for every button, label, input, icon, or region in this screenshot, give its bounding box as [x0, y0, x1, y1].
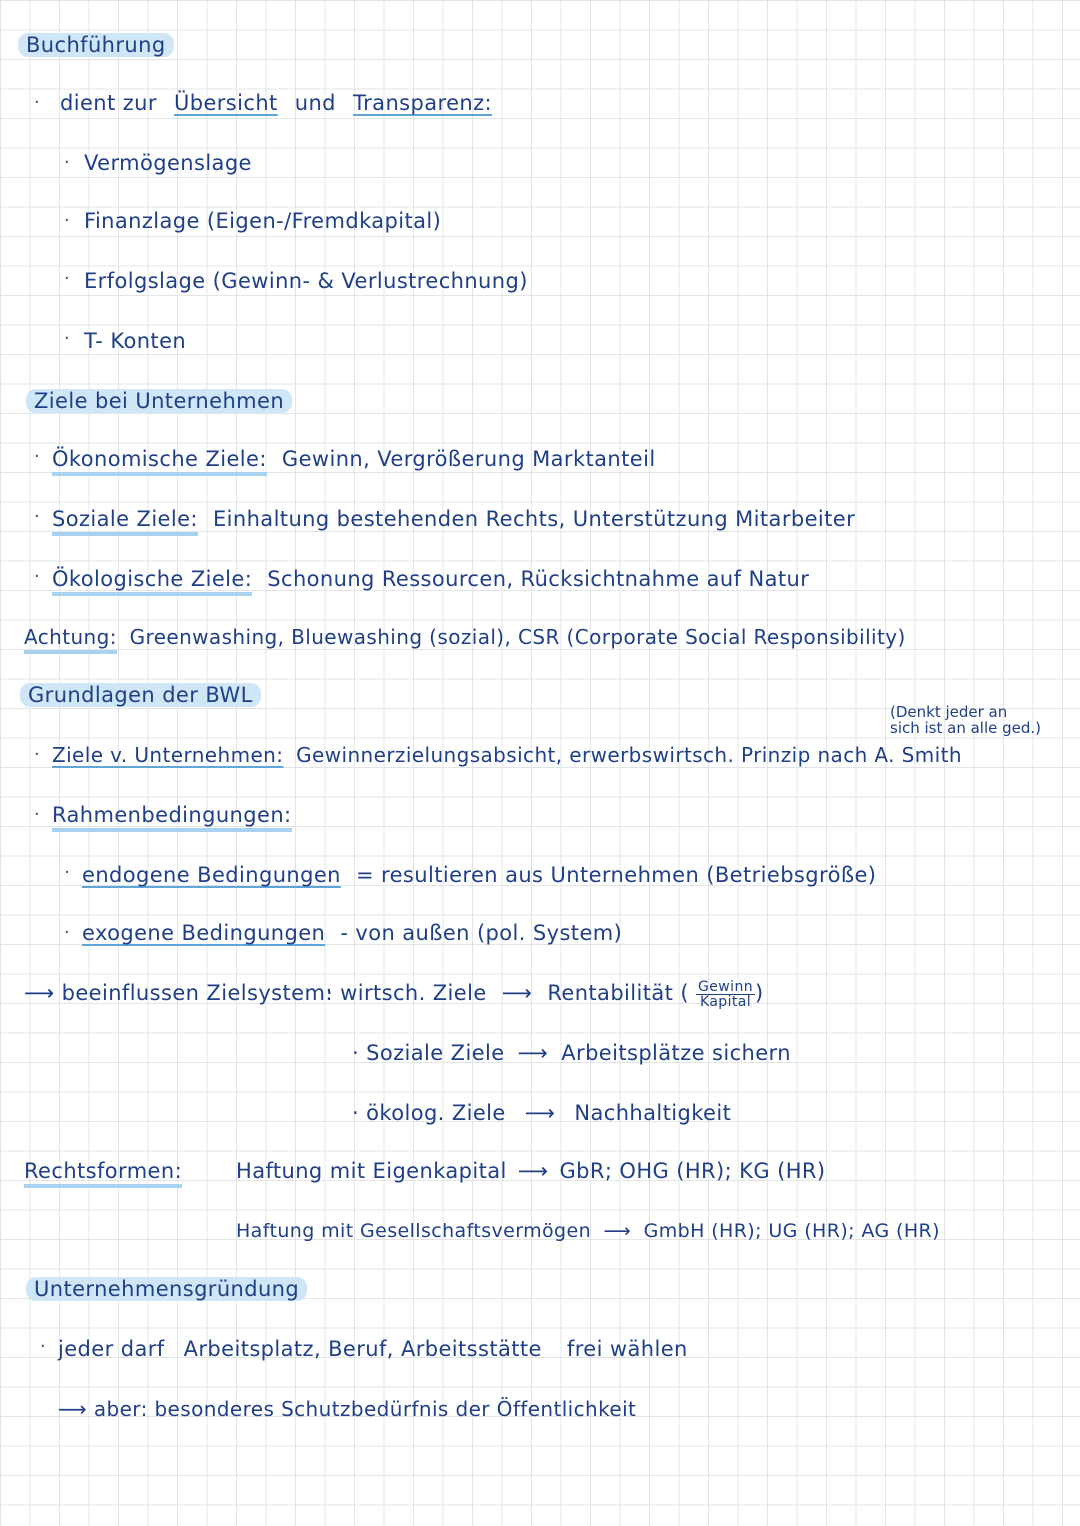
rahmenbedingungen-label: Rahmenbedingungen:: [52, 800, 292, 832]
bullet: ·: [34, 92, 40, 113]
section-title-ziele: Ziele bei Unternehmen: [26, 386, 292, 416]
goal-ecological: Ökologische Ziele: Schonung Ressourcen, Rücksichtnahme auf Natur: [52, 564, 809, 596]
bullet: ·: [34, 744, 40, 765]
goal-economic: Ökonomische Ziele: Gewinn, Vergrößerung Marktanteil: [52, 444, 656, 476]
gruendung-line: jeder darf Arbeitsplatz, Beruf, Arbeitsstätte frei wählen: [58, 1337, 688, 1361]
bullet: ·: [64, 862, 70, 883]
bullet: ·: [34, 804, 40, 825]
bullet: ·: [34, 506, 40, 527]
section-title-gruendung: Unternehmensgründung: [26, 1274, 307, 1304]
arrow-right-icon: ⟶: [58, 1397, 88, 1421]
goal-social: Soziale Ziele: Einhaltung bestehenden Rechts, Unterstützung Mitarbeiter: [52, 504, 855, 536]
target-row: · ökolog. Ziele ⟶ Nachhaltigkeit: [352, 1101, 732, 1125]
bullet: ·: [64, 268, 70, 289]
endogen-line: endogene Bedingungen = resultieren aus Unternehmen (Betriebsgröße): [82, 863, 877, 887]
section-title-grundlagen: Grundlagen der BWL: [20, 680, 261, 710]
list-item: Erfolgslage (Gewinn- & Verlustrechnung): [84, 269, 528, 293]
list-item: Vermögenslage: [84, 151, 252, 175]
bullet: ·: [64, 210, 70, 231]
bullet: ·: [34, 566, 40, 587]
arrow-right-icon: ⟶: [517, 1159, 549, 1183]
rechtsform-row: Haftung mit Eigenkapital ⟶ GbR; OHG (HR); KG (HR): [236, 1159, 826, 1183]
section-title-buchfuehrung: Buchführung: [18, 30, 174, 60]
gruendung-note: ⟶ aber: besonderes Schutzbedürfnis der Öffentlichkeit: [58, 1397, 637, 1421]
bullet: ·: [64, 328, 70, 349]
bullet: ·: [40, 1336, 46, 1357]
arrow-right-icon: ⟶: [517, 1041, 549, 1065]
warning-line: Achtung: Greenwashing, Bluewashing (sozial), CSR (Corporate Social Responsibility): [24, 622, 906, 654]
unternehmen-ziele: Ziele v. Unternehmen: Gewinnerzielungsabsicht, erwerbswirtsch. Prinzip nach A. Smith: [52, 743, 962, 767]
bullet: ·: [34, 446, 40, 467]
arrow-right-icon: ⟶: [603, 1220, 632, 1242]
arrow-right-icon: ⟶: [24, 981, 55, 1005]
bullet: ·: [64, 922, 70, 943]
target-row: · wirtsch. Ziele ⟶ Rentabilität ( $\frac{\text{Gewinn}}{\text{Kapital}}$ ): [326, 978, 764, 1010]
influence-line: ⟶ beeinflussen Zielsystem:: [24, 981, 333, 1005]
arrow-right-icon: ⟶: [501, 981, 533, 1005]
exogen-line: exogene Bedingungen - von außen (pol. System): [82, 921, 623, 945]
bullet: ·: [64, 152, 70, 173]
buchfuehrung-purpose: dient zur Übersicht und Transparenz:: [60, 91, 492, 115]
rechtsformen-label: Rechtsformen:: [24, 1156, 182, 1188]
margin-note: (Denkt jeder an sich ist an alle ged.): [890, 703, 1042, 737]
rechtsform-row: Haftung mit Gesellschaftsvermögen ⟶ GmbH (HR); UG (HR); AG (HR): [236, 1220, 940, 1242]
list-item: T- Konten: [84, 329, 187, 353]
fraction: $\frac{\text{Gewinn}}{\text{Kapital}}$: [698, 978, 753, 1010]
list-item: Finanzlage (Eigen-/Fremdkapital): [84, 209, 442, 233]
target-row: · Soziale Ziele ⟶ Arbeitsplätze sichern: [352, 1041, 791, 1065]
arrow-right-icon: ⟶: [524, 1101, 556, 1125]
